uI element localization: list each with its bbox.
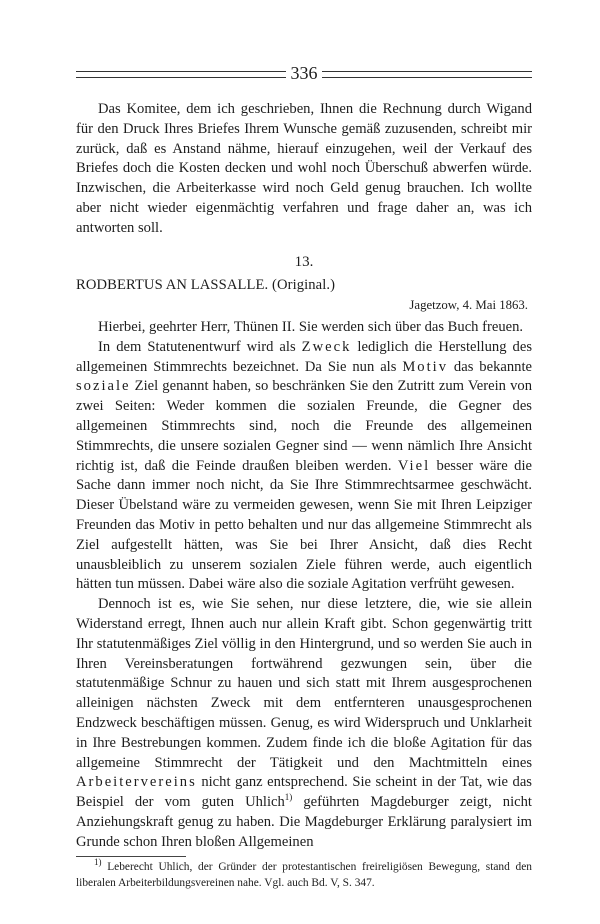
dateline: Jagetzow, 4. Mai 1863.	[409, 298, 528, 313]
letter-heading: RODBERTUS AN LASSALLE. (Original.)	[76, 277, 336, 294]
paragraph-2: Hierbei, geehrter Herr, Thünen II. Sie werden sich über das Buch freuen.	[98, 318, 524, 335]
footnote	[76, 859, 532, 891]
header-rule-right	[322, 71, 532, 78]
p4-text-a: Dennoch ist es, wie Sie sehen, nur diese letztere, die, wie sie allein Widerstand erregt, Ihnen auch nur allein Kraft gibt. Schon gegenwärtig tritt Ihr statutenmäßiges Ziel völlig in den Hintergrund, und so werden Sie auch in Ihren Vereinsberatungen fortwährend gezwungen sein, über die statutenmäßige Schnur zu hauen und sich statt mit Ihrem ausgesprochenen alleinigen nächsten Zweck mit dem entfernteren unausgesprochenen Endzweck beschäftigen müssen. Genug, es wird Widerspruch und Unklarheit in Ihre Bestrebungen kommen. Zudem finde ich die bloße Agitation für das allgemeine Stimmrecht der Tätigkeit und den Machtmitteln eines	[76, 596, 532, 771]
footnote-rule	[76, 856, 186, 857]
p3-text-a: In dem Statutenentwurf wird als	[98, 338, 302, 355]
paragraph-1: Das Komitee, dem ich geschrieben, Ihnen die Rechnung durch Wigand für den Druck Ihres Briefes Ihrem Wunsche gemäß zuzusenden, schreibt mir zurück, daß es Anstand nähme, hierauf einzugehen, weil der Verkauf des Briefes doch die Kosten decken und wohl noch Überschuß abwerfen würde. Inzwischen, die Arbeiterkasse wird noch Geld genug brauchen. Ich wollte aber nicht wieder eigenmächtig verfahren und frage daher an, was ich antworten soll.	[76, 101, 532, 236]
p4-text-e: geführten Magdeburger zeigt, nicht Anziehungskraft genug zu haben. Die Magdeburger Erklärung paralysiert im Grunde schon Ihren bloßen Allgemeinen	[76, 794, 532, 850]
footnote-mark: 1)	[94, 857, 102, 868]
p3-emph-zweck: Zweck	[301, 338, 352, 355]
footnote-ref[interactable]: 1)	[284, 792, 293, 803]
p4-emph-arbeitervereins: Arbeitervereins	[76, 774, 197, 791]
p3-emph-motiv: Motiv	[402, 358, 449, 375]
p3-emph-soziale: soziale	[76, 378, 131, 395]
page-number: 336	[290, 63, 318, 83]
page-header	[76, 60, 532, 88]
p3-emph-viel: Viel	[397, 457, 431, 474]
section-number: 13.	[294, 253, 314, 270]
page-body	[76, 100, 532, 891]
p4-text-c: nicht ganz entsprechend. Sie scheint in der Tat, wie das Beispiel der vom guten Uhlich	[76, 774, 532, 811]
p3-text-i: besser wäre die Sache dann immer noch nicht, da Sie Ihre Stimmrechtsarmee geschwächt. Dieser Übelstand wäre zu vermeiden gewesen, wenn Sie mit Ihren Leipziger Freunden das Motiv in petto behalten und nur das allgemeine Stimmrecht als Ziel aufgestellt hätten, was Sie bei Ihrer Ansicht, daß dies Recht unausbleiblich zu unserem sozialen Ziele führen werde, auch eigentlich hätten tun müssen. Dabei wäre also die soziale Agitation verfrüht gewesen.	[76, 457, 532, 593]
footnote-text: Leberecht Uhlich, der Gründer der protestantischen freireligiösen Bewegung, stand den liberalen Arbeiterbildungsvereinen nahe. Vgl. auch Bd. V, S. 347.	[76, 861, 532, 890]
p3-text-c: lediglich die Herstellung des allgemeinen Stimmrechts bezeichnet. Da Sie nun als	[76, 338, 532, 375]
p3-text-g: Ziel genannt haben, so beschränken Sie den Zutritt zum Verein von zwei Seiten: Weder kommen die sozialen Freunde, die Gegner des allgemeinen Stimmrechts sind, noch die Freunde des allgemeinen Stimmrechts, die unsere sozialen Gegner sind — wenn nämlich Ihre Ansicht richtig ist, daß die Feinde draußen bleiben werden.	[76, 378, 532, 474]
paragraph-3	[76, 338, 532, 595]
paragraph-4	[76, 595, 532, 852]
p3-text-e: das bekannte	[448, 358, 532, 375]
